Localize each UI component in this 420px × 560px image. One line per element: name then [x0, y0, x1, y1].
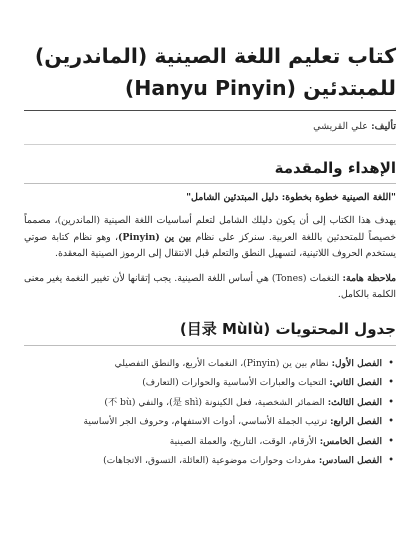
toc-item [24, 393, 382, 413]
toc-list [24, 354, 396, 471]
toc-item-label: الفصل الخامس: [319, 435, 382, 447]
author-name: علي القريشي [313, 121, 369, 132]
toc-item-label: الفصل الثاني: [329, 377, 382, 388]
toc-heading-rule [24, 345, 396, 346]
intro-heading-rule [24, 183, 396, 184]
toc-heading: جدول المحتويات (目录 Mùlù) [179, 319, 396, 338]
intro-paragraph-part-1: يهدف هذا الكتاب إلى أن يكون دليلك الشامل لتعلم أساسيات اللغة الصينية (الماندرين)، مصمماً خصيصاً للمتحدثين باللغة العربية. سنركز على نظام [24, 215, 396, 243]
author-divider [24, 144, 396, 145]
author-line [24, 121, 396, 132]
title-divider [24, 110, 396, 111]
intro-subtitle: "اللغة الصينية خطوة بخطوة: دليل المبتدئين الشامل" [186, 192, 396, 203]
title-line-2: للمبتدئين (Hanyu Pinyin) [124, 76, 396, 100]
intro-paragraph [24, 213, 396, 263]
important-note-text: النغمات (Tones) هي أساس اللغة الصينية. يجب إتقانها لأن تغيير النغمة يغير معنى الكلمة بالكامل. [24, 272, 396, 300]
title-line-1: كتاب تعليم اللغة الصينية (الماندرين) [34, 44, 396, 68]
toc-item-label: الفصل الثالث: [327, 396, 382, 408]
toc-item [24, 451, 382, 471]
document-title [24, 40, 396, 104]
toc-item-label: الفصل السادس: [318, 455, 382, 466]
intro-paragraph-part-2: ، وهو نظام كتابة صوتي يستخدم الحروف اللاتينية، لتسهيل النطق والتعلم قبل الانتقال إلى الرموز الصينية المعقدة. [24, 231, 396, 259]
toc-item-text: نظام بين ين (Pinyin)، النغمات الأربع، والنطق التفصيلي [114, 357, 332, 369]
intro-section [24, 159, 396, 304]
author-label: تأليف: [371, 121, 396, 132]
important-note-label: ملاحظة هامة: [342, 272, 396, 284]
intro-heading: الإهداء والمقدمة [274, 159, 396, 177]
toc-item [24, 412, 382, 432]
toc-item [24, 432, 382, 452]
toc-item [24, 354, 382, 374]
toc-item-text: ترتيب الجملة الأساسي، أدوات الاستفهام، وحروف الجر الأساسية [83, 416, 331, 427]
toc-item-label: الفصل الأول: [331, 357, 382, 369]
toc-item [24, 373, 382, 393]
toc-item-text: الأرقام، الوقت، التاريخ، والعملة الصينية [169, 435, 320, 447]
toc-section [24, 318, 396, 471]
toc-item-text: التحيات والعبارات الأساسية والحوارات (التعارف) [142, 377, 330, 388]
toc-item-label: الفصل الرابع: [330, 416, 382, 427]
toc-item-text: مفردات وحوارات موضوعية (العائلة، التسوق، الاتجاهات) [103, 455, 319, 466]
toc-item-text: الضمائر الشخصية، فعل الكينونة (是 shì)، والنفي (不 bù) [104, 396, 328, 408]
intro-paragraph-pinyin: بين ين (Pinyin) [117, 231, 192, 243]
important-note [24, 271, 396, 304]
